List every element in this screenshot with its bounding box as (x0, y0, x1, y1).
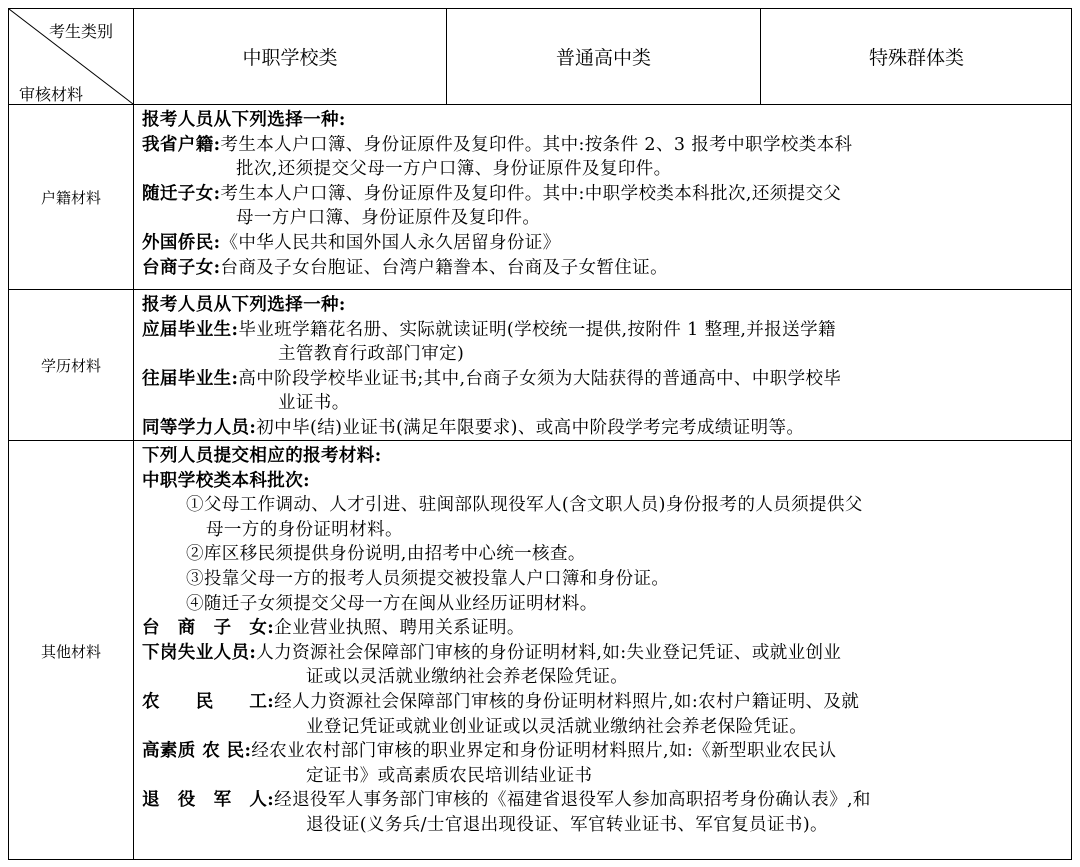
household-foreign-text: 《中华人民共和国外国人永久居留身份证》 (220, 232, 561, 253)
household-migrant-cont: 母一方户口簿、身份证原件及复印件。 (236, 208, 541, 229)
other-item-1-cont: 母一方的身份证明材料。 (206, 519, 403, 540)
other-veteran-label: 退 役 军 人: (142, 790, 275, 811)
other-farmer-cont: 定证书》或高素质农民培训结业证书 (306, 765, 593, 786)
column-header-general-high: 普通高中类 (555, 47, 651, 69)
corner-label-materials: 审核材料 (19, 85, 84, 104)
other-content (142, 444, 1063, 838)
other-farmer (142, 739, 1063, 764)
other-veteran (142, 788, 1063, 813)
education-current-label: 应届毕业生: (142, 319, 239, 340)
other-taiwan-label: 台 商 子 女: (142, 618, 275, 639)
education-content (142, 293, 1063, 441)
household-taiwan-label: 台商子女: (142, 257, 221, 278)
column-header-special-groups: 特殊群体类 (868, 47, 964, 69)
other-migrant-worker (142, 690, 1063, 715)
other-intro: 下列人员提交相应的报考材料: (142, 446, 382, 466)
education-equivalent-text: 初中毕(结)业证书(满足年限要求)、或高中阶段学考完考成绩证明等。 (256, 417, 805, 438)
education-current (142, 318, 1063, 343)
household-taiwan (142, 256, 1063, 281)
education-current-cont: 主管教育行政部门审定) (278, 344, 465, 365)
household-local (142, 133, 1063, 158)
household-migrant-label: 随迁子女: (142, 183, 221, 204)
education-intro: 报考人员从下列选择一种: (142, 295, 346, 315)
other-veteran-cont: 退役证(义务兵/士官退出现役证、军官转业证书、军官复员证书)。 (306, 814, 828, 835)
household-migrant-text: 考生本人户口簿、身份证原件及复印件。其中:中职学校类本科批次,还须提交父 (220, 183, 842, 204)
other-unemployed-cont: 证或以灵活就业缴纳社会养老保险凭证。 (306, 667, 629, 688)
other-item-3: ③投靠父母一方的报考人员须提交被投靠人户口簿和身份证。 (186, 568, 670, 589)
other-item-2: ②库区移民须提供身份说明,由招考中心统一核查。 (186, 544, 586, 565)
other-migrant-worker-label: 农 民 工: (142, 691, 275, 712)
other-taiwan (142, 616, 1063, 641)
other-taiwan-text: 企业营业执照、聘用关系证明。 (274, 618, 525, 639)
education-previous-text: 高中阶段学校毕业证书;其中,台商子女须为大陆获得的普通高中、中职学校毕 (238, 368, 842, 389)
header-divider (9, 104, 1071, 105)
other-migrant-worker-cont: 业登记凭证或就业创业证或以灵活就业缴纳社会养老保险凭证。 (306, 716, 808, 737)
row-divider-1 (9, 289, 1071, 290)
column-header-vocational: 中职学校类 (242, 47, 338, 69)
household-foreign (142, 231, 1063, 256)
label-column-divider (133, 9, 134, 859)
household-local-cont: 批次,还须提交父母一方户口簿、身份证原件及复印件。 (236, 159, 672, 180)
household-foreign-label: 外国侨民: (142, 232, 221, 253)
education-equivalent-label: 同等学力人员: (142, 417, 257, 438)
household-taiwan-text: 台商及子女台胞证、台湾户籍誊本、台商及子女暂住证。 (220, 257, 668, 278)
other-farmer-label: 高素质 农 民: (142, 741, 252, 762)
other-item-1: ①父母工作调动、人才引进、驻闽部队现役军人(含文职人员)身份报考的人员须提供父 (186, 495, 863, 516)
other-bachelor-heading: 中职学校类本科批次: (142, 470, 310, 491)
other-migrant-worker-text: 经人力资源社会保障部门审核的身份证明材料照片,如:农村户籍证明、及就 (274, 691, 860, 712)
education-previous-label: 往届毕业生: (142, 368, 239, 389)
education-previous (142, 367, 1063, 392)
education-equivalent (142, 416, 1063, 441)
household-local-label: 我省户籍: (142, 134, 221, 155)
other-unemployed-label: 下岗失业人员: (142, 642, 257, 663)
other-item-4: ④随迁子女须提交父母一方在闽从业经历证明材料。 (186, 593, 598, 614)
education-current-text: 毕业班学籍花名册、实际就读证明(学校统一提供,按附件 1 整理,并报送学籍 (238, 319, 836, 340)
other-unemployed (142, 641, 1063, 666)
other-farmer-text: 经农业农村部门审核的职业界定和身份证明材料照片,如:《新型职业农民认 (251, 741, 837, 762)
materials-table (8, 8, 1072, 860)
row-label-education: 学历材料 (40, 356, 101, 375)
corner-label-category: 考生类别 (49, 22, 114, 41)
household-local-text: 考生本人户口簿、身份证原件及复印件。其中:按条件 2、3 报考中职学校类本科 (220, 134, 853, 155)
row-label-household: 户籍材料 (40, 188, 101, 207)
row-label-other: 其他材料 (40, 642, 101, 661)
household-content (142, 108, 1063, 280)
other-veteran-text: 经退役军人事务部门审核的《福建省退役军人参加高职招考身份确认表》,和 (274, 790, 871, 811)
other-unemployed-text: 人力资源社会保障部门审核的身份证明材料,如:失业登记凭证、或就业创业 (256, 642, 842, 663)
household-intro: 报考人员从下列选择一种: (142, 110, 346, 130)
education-previous-cont: 业证书。 (278, 393, 350, 414)
household-migrant (142, 182, 1063, 207)
